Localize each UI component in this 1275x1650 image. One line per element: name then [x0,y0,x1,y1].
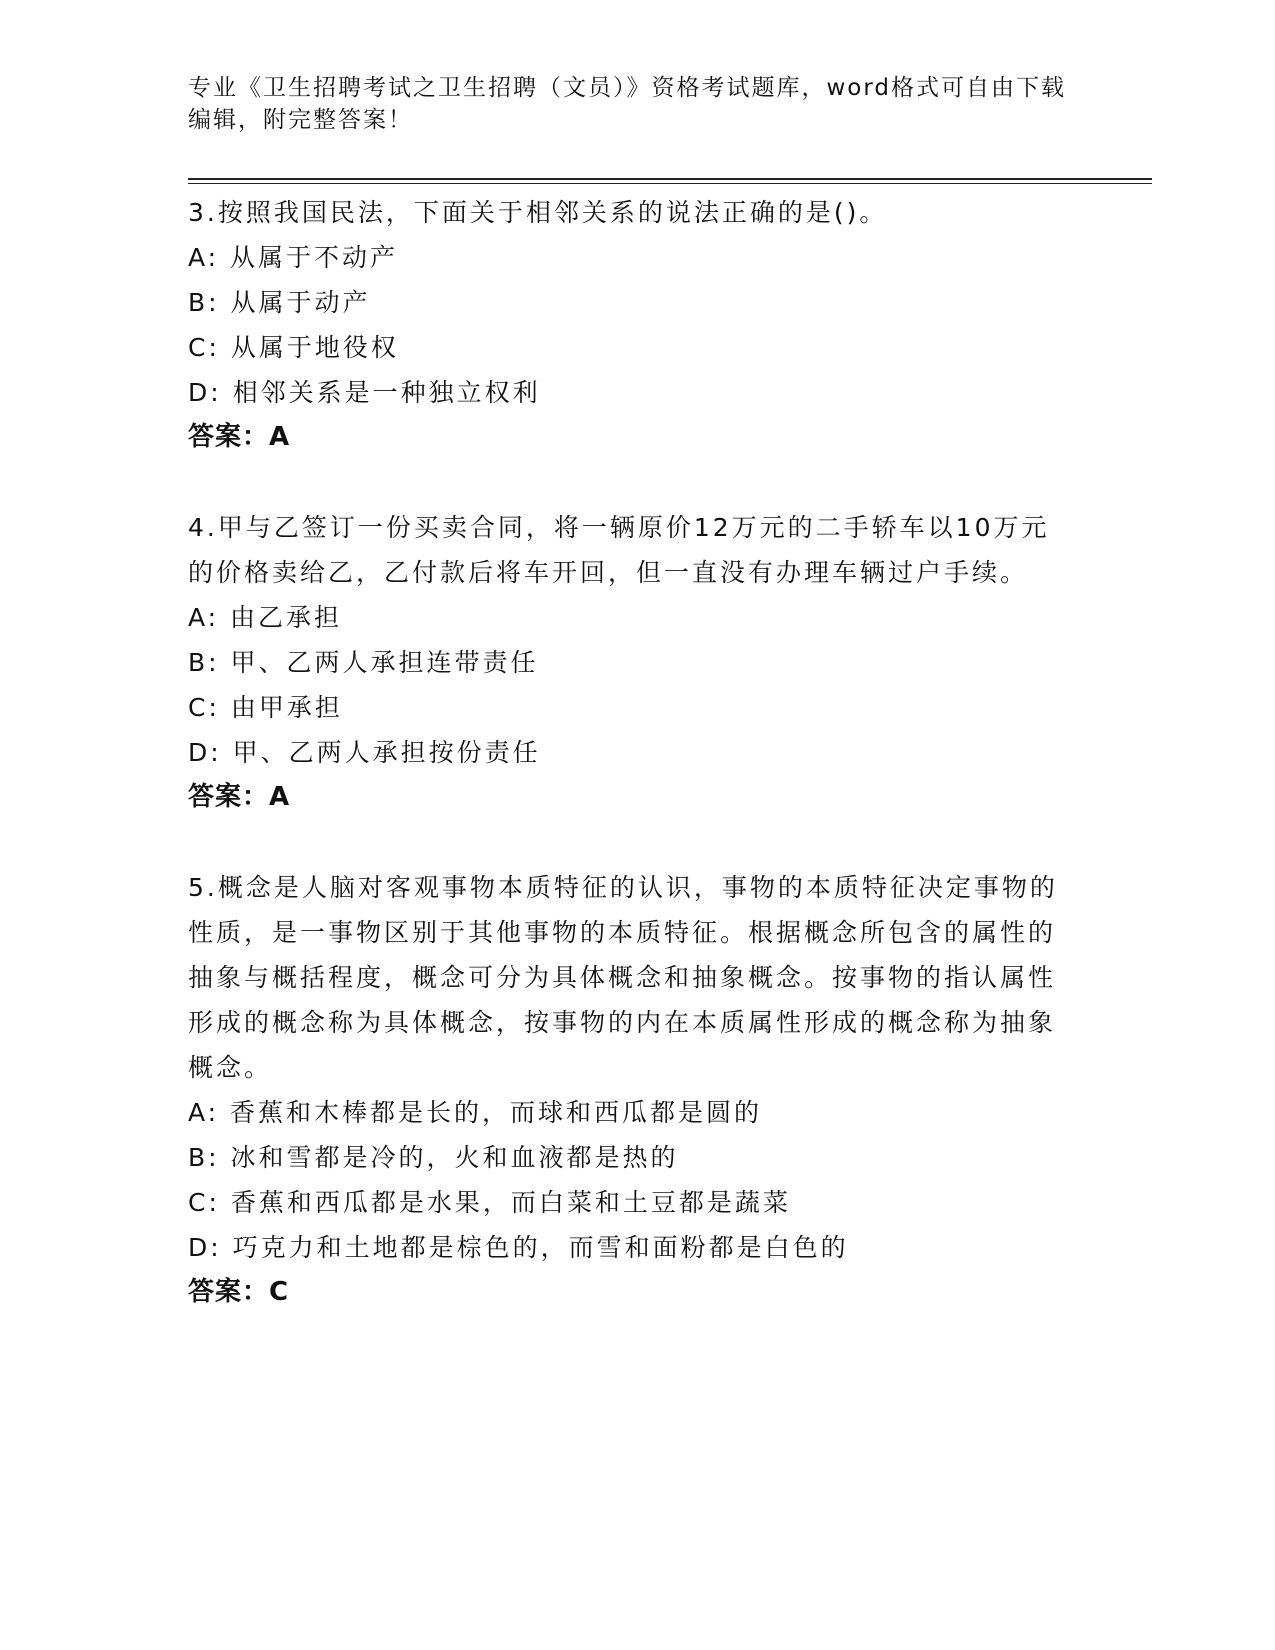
question-3 [188,190,1068,460]
answer-label: 答案：A [188,422,291,452]
option-a: A: 由乙承担 [188,603,343,632]
question-stem: 3.按照我国民法，下面关于相邻关系的说法正确的是()。 [188,198,888,227]
option-d: D: 甲、乙两人承担按份责任 [188,738,541,767]
option-c: C: 从属于地役权 [188,333,399,362]
question-list [188,190,1068,1315]
question-stem: 5.概念是人脑对客观事物本质特征的认识，事物的本质特征决定事物的性质，是一事物区别于其他事物的本质特征。根据概念所包含的属性的抽象与概括程度，概念可分为具体概念和抽象概念。按事物的指认属性形成的概念称为具体概念，按事物的内在本质属性形成的概念称为抽象概念。 [188,873,1058,1082]
question-5 [188,865,1068,1315]
question-stem: 4.甲与乙签订一份买卖合同，将一辆原价12万元的二手轿车以10万元的价格卖给乙，乙付款后将车开回，但一直没有办理车辆过户手续。 [188,513,1050,587]
document-header: 专业《卫生招聘考试之卫生招聘（文员）》资格考试题库，word格式可自由下载编辑，附完整答案！ [188,75,1067,133]
question-spacer [188,820,1068,865]
option-a: A: 从属于不动产 [188,243,399,272]
header-divider [188,178,1152,184]
option-d: D: 相邻关系是一种独立权利 [188,378,541,407]
option-c: C: 香蕉和西瓜都是水果，而白菜和土豆都是蔬菜 [188,1188,791,1217]
option-d: D: 巧克力和土地都是棕色的，而雪和面粉都是白色的 [188,1233,849,1262]
question-spacer [188,460,1068,505]
answer-label: 答案：A [188,782,291,812]
option-a: A: 香蕉和木棒都是长的，而球和西瓜都是圆的 [188,1098,763,1127]
option-b: B: 从属于动产 [188,288,371,317]
answer-label: 答案：C [188,1277,290,1307]
option-b: B: 冰和雪都是冷的，火和血液都是热的 [188,1143,679,1172]
question-4 [188,505,1068,820]
option-c: C: 由甲承担 [188,693,343,722]
option-b: B: 甲、乙两人承担连带责任 [188,648,539,677]
